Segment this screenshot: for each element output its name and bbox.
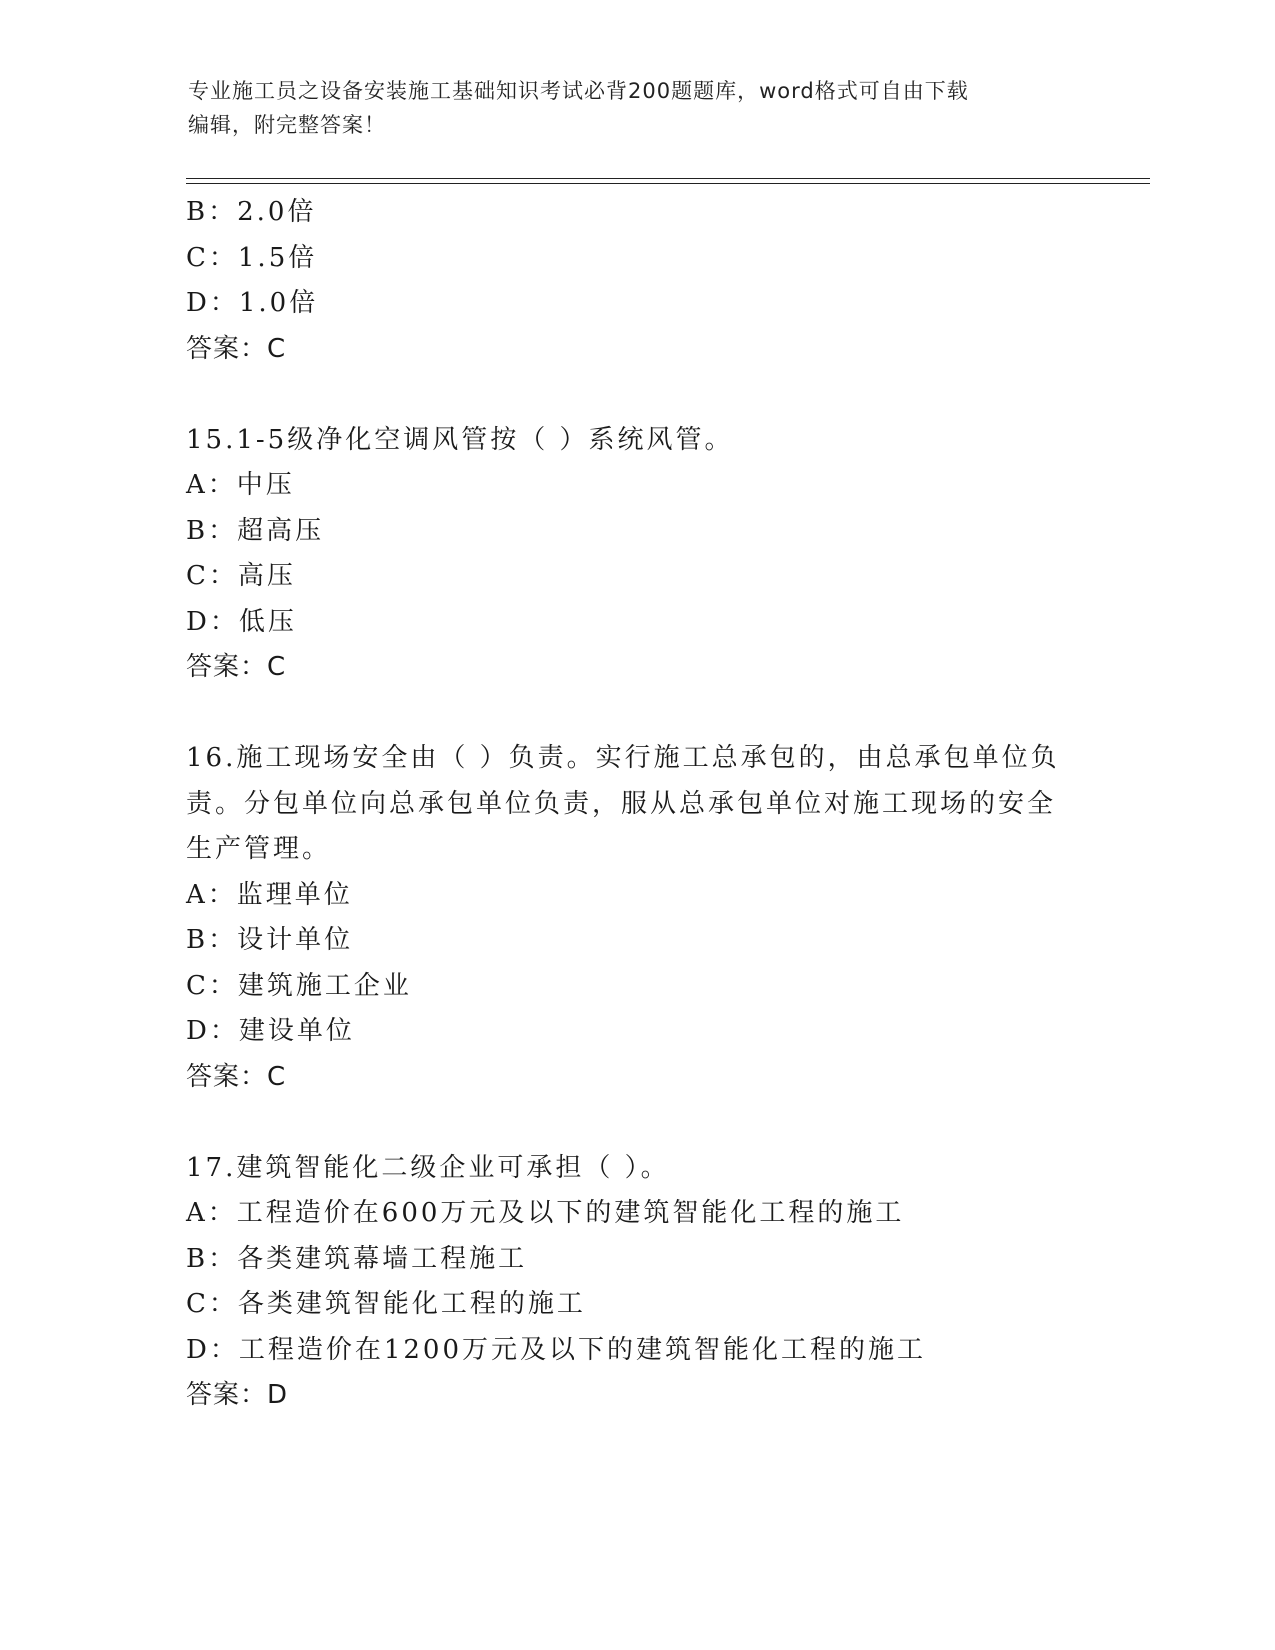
question-content — [186, 190, 1086, 1419]
option-b: B：超高压 — [186, 515, 325, 546]
answer: 答案：C — [186, 1061, 287, 1092]
answer: 答案：C — [186, 652, 287, 682]
spacer — [186, 691, 1086, 737]
option-c: C：建筑施工企业 — [186, 970, 412, 1001]
question-stem-line-1: 16.施工现场安全由（ ）负责。实行施工总承包的，由总承包单位负 — [186, 743, 1060, 773]
spacer — [186, 1100, 1086, 1146]
option-a: A：中压 — [186, 470, 295, 500]
option-d: D：低压 — [186, 606, 297, 637]
header-divider-top — [186, 178, 1150, 179]
spacer — [186, 372, 1086, 418]
option-b: B：各类建筑幕墙工程施工 — [186, 1243, 528, 1274]
option-d: D：1.0倍 — [186, 288, 319, 318]
option-c: C：1.5倍 — [186, 242, 318, 273]
question-14-tail — [186, 190, 1086, 372]
question-16 — [186, 736, 1086, 1100]
header-divider-bottom — [186, 183, 1150, 184]
option-c: C：各类建筑智能化工程的施工 — [186, 1289, 586, 1319]
option-b: B：2.0倍 — [186, 197, 317, 227]
question-17 — [186, 1146, 1086, 1419]
question-stem: 15.1-5级净化空调风管按（ ）系统风管。 — [186, 424, 734, 455]
question-stem: 17.建筑智能化二级企业可承担（ ）。 — [186, 1152, 670, 1183]
option-d: D：工程造价在1200万元及以下的建筑智能化工程的施工 — [186, 1334, 927, 1365]
option-a: A：监理单位 — [186, 879, 353, 910]
option-d: D：建设单位 — [186, 1016, 355, 1046]
answer: 答案：D — [186, 1380, 289, 1410]
question-stem-line-2: 责。分包单位向总承包单位负责，服从总承包单位对施工现场的安全 — [186, 788, 1057, 819]
option-c: C：高压 — [186, 561, 296, 591]
header-title-line-2: 编辑，附完整答案！ — [188, 113, 386, 137]
answer: 答案：C — [186, 333, 287, 364]
option-a: A：工程造价在600万元及以下的建筑智能化工程的施工 — [186, 1198, 905, 1228]
question-15 — [186, 418, 1086, 691]
option-b: B：设计单位 — [186, 925, 354, 955]
question-stem-line-3: 生产管理。 — [186, 834, 332, 864]
document-header — [188, 74, 1078, 142]
header-title-line-1: 专业施工员之设备安装施工基础知识考试必背200题题库，word格式可自由下载 — [188, 79, 969, 103]
